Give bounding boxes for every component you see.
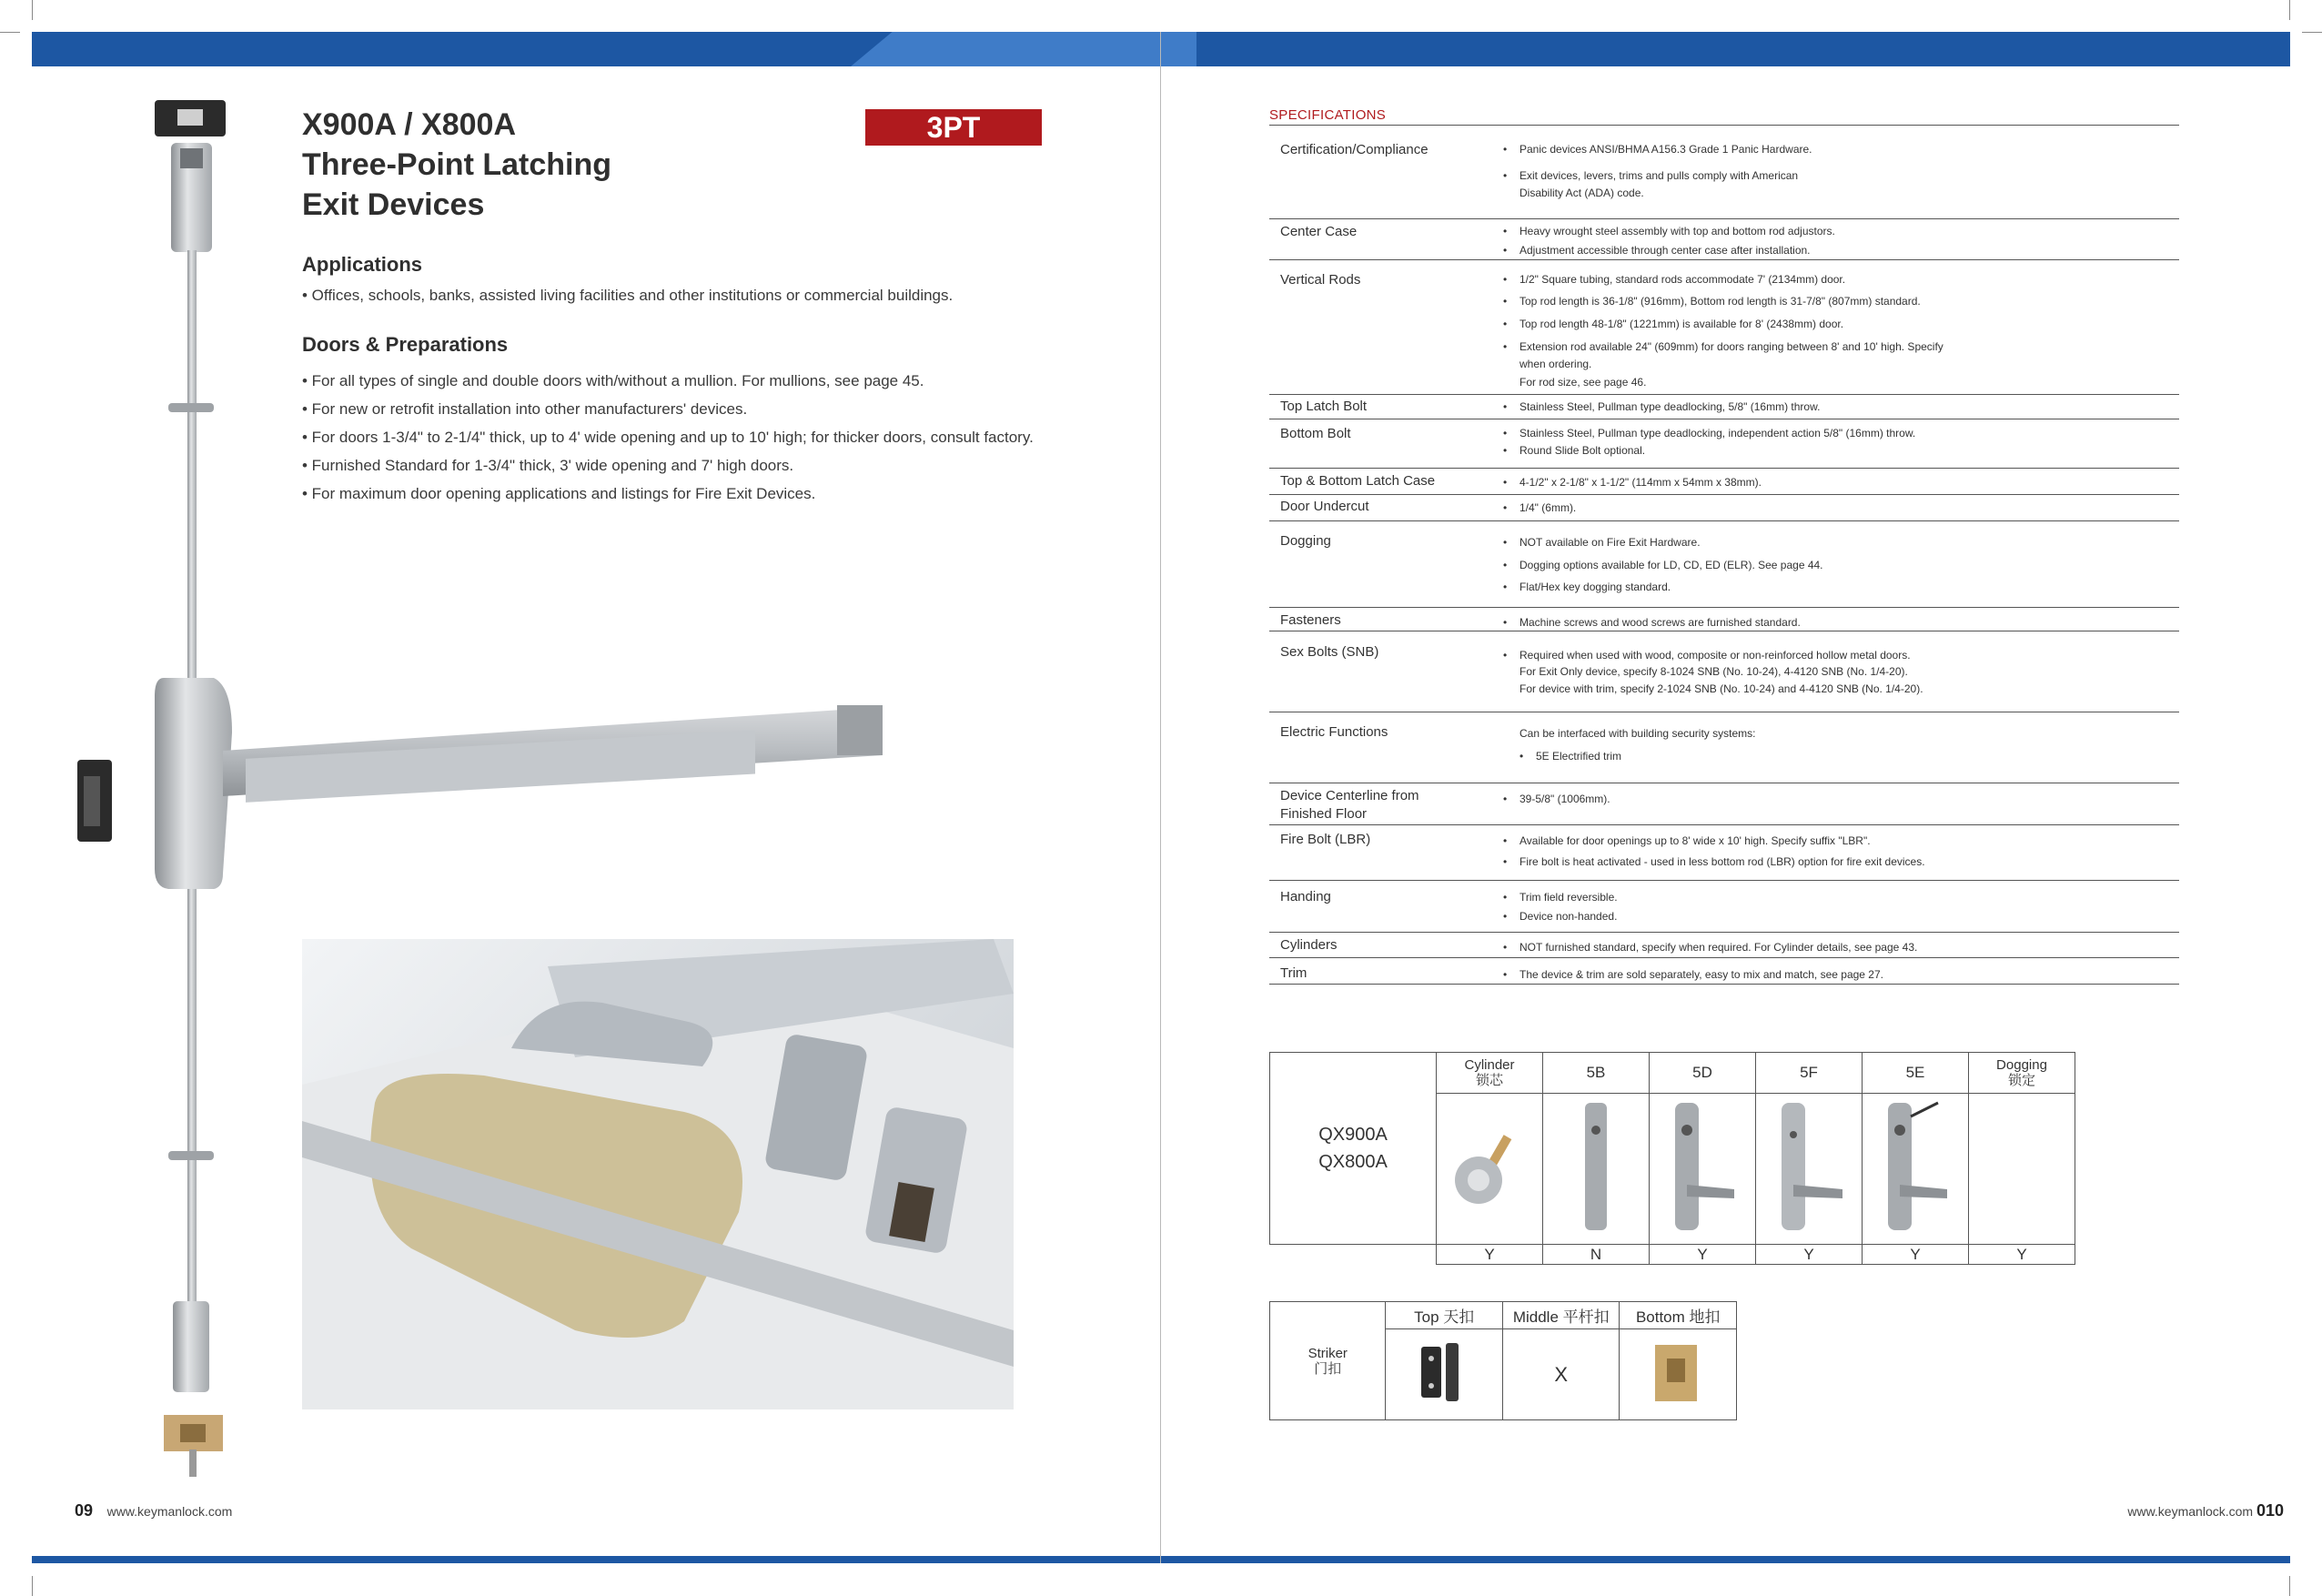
bullet-icon: • [1503, 340, 1508, 353]
bullet-icon: • [1503, 649, 1508, 662]
crop-mark [2289, 1576, 2290, 1596]
striker-header-top: Top 天扣 [1386, 1302, 1503, 1329]
bullet-icon: • [1503, 891, 1508, 904]
option-header-5d: 5D [1650, 1053, 1756, 1094]
spec-divider [1269, 520, 2179, 521]
crop-mark [0, 32, 20, 33]
spec-label: Vertical Rods [1280, 272, 1361, 288]
option-header-cylinder: Cylinder 锁芯 [1437, 1053, 1543, 1094]
option-header-5e: 5E [1863, 1053, 1969, 1094]
spec-label: Top Latch Bolt [1280, 399, 1368, 414]
option-value: Y [1650, 1245, 1756, 1265]
spec-value: For Exit Only device, specify 8-1024 SNB (No. 10-24), 4-4120 SNB (No. 1/4-20). [1519, 665, 1908, 678]
spec-divider [1269, 984, 2179, 985]
spec-divider [1269, 259, 2179, 260]
spec-value: • Stainless Steel, Pullman type deadlocking, 5/8" (16mm) throw. [1519, 399, 1820, 416]
bullet-icon: • [1503, 501, 1508, 514]
header-band-accent [851, 32, 1196, 66]
spec-value: • Fire bolt is heat activated - used in less bottom rod (LBR) option for fire exit devices. [1519, 854, 1925, 871]
mechanism-photo [302, 939, 1014, 1409]
doors-item: • For doors 1-3/4" to 2-1/4" thick, up to 4' wide opening and up to 10' high; for thicker doors, consult factory. [302, 429, 1034, 446]
spec-value: • Panic devices ANSI/BHMA A156.3 Grade 1 Panic Hardware. [1519, 141, 1812, 158]
mechanism-photo-graphic [302, 939, 1014, 1409]
spec-value: • Flat/Hex key dogging standard. [1519, 579, 1671, 596]
bullet-icon: • [1503, 169, 1508, 182]
bullet-icon: • [1503, 143, 1508, 156]
spec-divider [1269, 125, 2179, 126]
bullet-icon: • [1503, 941, 1508, 954]
spec-value: • Adjustment accessible through center case after installation. [1519, 242, 1811, 259]
spec-label: Door Undercut [1280, 499, 1369, 514]
bullet-icon: • [1503, 273, 1508, 286]
option-value: N [1543, 1245, 1650, 1265]
spec-value: • Trim field reversible. [1519, 889, 1618, 906]
doors-item: • Furnished Standard for 1-3/4" thick, 3' wide opening and 7' high doors. [302, 457, 794, 474]
doors-heading: Doors & Preparations [302, 333, 509, 356]
bullet-icon: • [1503, 559, 1508, 571]
spec-value: • The device & trim are sold separately, easy to mix and match, see page 27. [1519, 966, 1883, 984]
spec-label: Trim [1280, 965, 1307, 981]
bullet-icon: • [1503, 318, 1508, 330]
spec-value: • Available for door openings up to 8' wide x 10' high. Specify suffix "LBR". [1519, 833, 1871, 850]
cylinder-image [1437, 1094, 1543, 1245]
option-value: Y [1437, 1245, 1543, 1265]
doors-item: • For maximum door opening applications and listings for Fire Exit Devices. [302, 485, 816, 502]
spec-label: Device Centerline from Finished Floor [1280, 788, 1419, 822]
bullet-icon: • [1503, 834, 1508, 847]
title-line: X900A / X800A [302, 107, 516, 142]
top-striker-image [1386, 1329, 1503, 1420]
spec-divider [1269, 494, 2179, 495]
spec-value: • Top rod length is 36-1/8" (916mm), Bottom rod length is 31-7/8" (807mm) standard. [1519, 293, 1921, 310]
title-line: Exit Devices [302, 187, 485, 222]
spec-divider [1269, 218, 2179, 219]
trim-5e-image [1863, 1094, 1969, 1245]
website-link[interactable]: www.keymanlock.com [2127, 1504, 2254, 1519]
bullet-icon: • [1503, 244, 1508, 257]
options-table [1269, 1052, 2075, 1265]
bullet-icon: • [1503, 400, 1508, 413]
spec-divider [1269, 880, 2179, 881]
spec-label: Electric Functions [1280, 724, 1388, 740]
spec-divider [1269, 607, 2179, 608]
spec-value: • Dogging options available for LD, CD, ED (ELR). See page 44. [1519, 557, 1823, 574]
header-band [32, 32, 2290, 66]
spec-label: Fasteners [1280, 612, 1341, 628]
bullet-icon: • [1503, 476, 1508, 489]
bullet-icon: • [1503, 616, 1508, 629]
specifications-heading: SPECIFICATIONS [1269, 107, 1387, 123]
striker-label: Striker 门扣 [1270, 1302, 1386, 1420]
spec-value: • Extension rod available 24" (609mm) for doors ranging between 8' and 10' high. Specify [1519, 338, 1943, 356]
bullet-icon: • [1503, 225, 1508, 237]
spec-value: For device with trim, specify 2-1024 SNB (No. 10-24) and 4-4120 SNB (No. 1/4-20). [1519, 682, 1923, 695]
spec-label: Certification/Compliance [1280, 142, 1429, 157]
crop-mark [2289, 0, 2290, 20]
spec-value: • Heavy wrought steel assembly with top and bottom rod adjustors. [1519, 223, 1835, 240]
page-fold [1160, 32, 1161, 1563]
bullet-icon: • [1503, 444, 1508, 457]
spec-label: Dogging [1280, 533, 1331, 549]
page-number: 09 [75, 1501, 94, 1520]
bullet-icon: • [1503, 910, 1508, 923]
spec-label: Fire Bolt (LBR) [1280, 832, 1371, 847]
spec-divider [1269, 394, 2179, 395]
trim-5f-image [1756, 1094, 1863, 1245]
bullet-icon: • [1503, 793, 1508, 805]
spec-value: • 4-1/2" x 2-1/8" x 1-1/2" (114mm x 54mm x 38mm). [1519, 474, 1762, 491]
applications-item: • Offices, schools, banks, assisted living facilities and other institutions or commercial buildings. [302, 287, 954, 304]
doors-item: • For new or retrofit installation into other manufacturers' devices. [302, 400, 748, 418]
bullet-icon: • [1503, 855, 1508, 868]
spec-value: • Round Slide Bolt optional. [1519, 442, 1645, 460]
bottom-striker-image [1620, 1329, 1737, 1420]
spec-divider [1269, 932, 2179, 933]
bullet-icon: • [1503, 581, 1508, 593]
option-header-5f: 5F [1756, 1053, 1863, 1094]
option-value: Y [1756, 1245, 1863, 1265]
spec-value: • 5E Electrified trim [1536, 748, 1621, 765]
spec-value: • 1/2" Square tubing, standard rods accommodate 7' (2134mm) door. [1519, 271, 1845, 288]
option-value: Y [1969, 1245, 2075, 1265]
model-cell [1270, 1053, 1437, 1245]
model-name: QX900A [1318, 1125, 1388, 1145]
striker-table [1269, 1301, 1737, 1420]
striker-header-middle: Middle 平杆扣 [1502, 1302, 1620, 1329]
page-number: 010 [2256, 1501, 2284, 1520]
striker-header-bottom: Bottom 地扣 [1620, 1302, 1737, 1329]
spec-divider [1269, 468, 2179, 469]
spec-value: Can be interfaced with building security systems: [1519, 727, 1756, 740]
bullet-icon: • [1503, 427, 1508, 439]
option-value: Y [1863, 1245, 1969, 1265]
crop-mark [32, 1576, 33, 1596]
bullet-icon: • [1503, 295, 1508, 308]
spec-label: Top & Bottom Latch Case [1280, 473, 1436, 489]
spec-value: • 1/4" (6mm). [1519, 500, 1576, 517]
empty-cell [1270, 1245, 1437, 1265]
spec-value: • Required when used with wood, composite or non-reinforced hollow metal doors. [1519, 647, 1911, 664]
spec-value: when ordering. [1519, 358, 1592, 370]
spec-value: • Machine screws and wood screws are furnished standard. [1519, 614, 1801, 631]
bullet-icon: • [1503, 968, 1508, 981]
model-tag: 3PT [865, 109, 1042, 146]
option-header-5b: 5B [1543, 1053, 1650, 1094]
model-name: QX800A [1318, 1152, 1388, 1172]
spec-label: Cylinders [1280, 937, 1338, 953]
spec-value: For rod size, see page 46. [1519, 376, 1647, 389]
spec-value: • Stainless Steel, Pullman type deadlocking, independent action 5/8" (16mm) throw. [1519, 425, 1915, 442]
spec-value: • Exit devices, levers, trims and pulls comply with American [1519, 167, 1798, 185]
spec-value: • Top rod length 48-1/8" (1221mm) is available for 8' (2438mm) door. [1519, 316, 1843, 333]
footer-right [2127, 1501, 2284, 1520]
footer-band [32, 1556, 2290, 1563]
crop-mark [32, 0, 33, 20]
spec-value: • Device non-handed. [1519, 908, 1617, 925]
option-header-dogging: Dogging 锁定 [1969, 1053, 2075, 1094]
spec-label: Center Case [1280, 224, 1358, 239]
spec-value: Disability Act (ADA) code. [1519, 187, 1644, 199]
trim-5b-image [1543, 1094, 1650, 1245]
doors-item: • For all types of single and double doors with/without a mullion. For mullions, see page 45. [302, 372, 924, 389]
spec-label: Bottom Bolt [1280, 426, 1351, 441]
bullet-icon: • [1519, 750, 1524, 763]
footer-left [75, 1501, 232, 1520]
spec-value: • NOT furnished standard, specify when required. For Cylinder details, see page 43. [1519, 939, 1917, 956]
bullet-icon: • [1503, 536, 1508, 549]
spec-value: • NOT available on Fire Exit Hardware. [1519, 534, 1701, 551]
dogging-cell [1969, 1094, 2075, 1245]
spec-value: • 39-5/8" (1006mm). [1519, 791, 1610, 808]
spec-label: Handing [1280, 889, 1331, 904]
middle-striker-value: X [1502, 1329, 1620, 1420]
trim-5d-image [1650, 1094, 1756, 1245]
applications-heading: Applications [302, 253, 423, 276]
spec-label: Sex Bolts (SNB) [1280, 644, 1379, 660]
title-line: Three-Point Latching [302, 147, 611, 182]
spec-divider [1269, 824, 2179, 825]
website-link[interactable]: www.keymanlock.com [106, 1504, 233, 1519]
spec-divider [1269, 957, 2179, 958]
crop-mark [2302, 32, 2322, 33]
